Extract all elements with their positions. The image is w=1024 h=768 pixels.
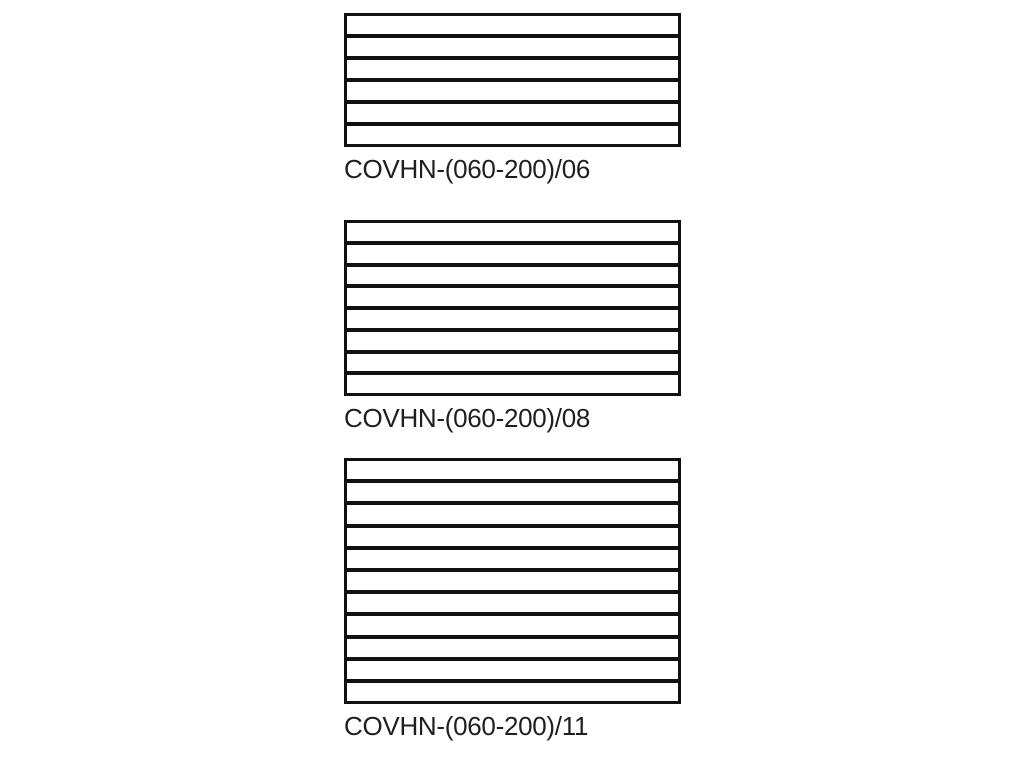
slat [347,524,678,546]
slat [347,371,678,393]
slat-panel-figure-06 [344,13,681,183]
slat [347,479,678,501]
slat [347,328,678,350]
slat [347,122,678,144]
slat-panel-11 [344,458,681,704]
panel-label-06: COVHN-(060-200)/06 [344,154,591,184]
slat [347,461,678,479]
slat [347,350,678,372]
slat [347,679,678,701]
slat [347,16,678,34]
slat [347,100,678,122]
slat-panel-08 [344,220,681,396]
slat [347,34,678,56]
slat [347,263,678,285]
slat [347,657,678,679]
slat [347,241,678,263]
slat [347,223,678,241]
slat-panel-figure-11 [344,458,681,740]
slat [347,568,678,590]
slat [347,78,678,100]
slat [347,56,678,78]
slat [347,284,678,306]
slat [347,501,678,523]
slat [347,546,678,568]
slat [347,635,678,657]
slat-panel-06 [344,13,681,147]
panel-label-11: COVHN-(060-200)/11 [344,711,589,741]
slat [347,306,678,328]
panel-label-08: COVHN-(060-200)/08 [344,403,591,433]
slat-panel-figure-08 [344,220,681,432]
slat [347,612,678,634]
slat [347,590,678,612]
